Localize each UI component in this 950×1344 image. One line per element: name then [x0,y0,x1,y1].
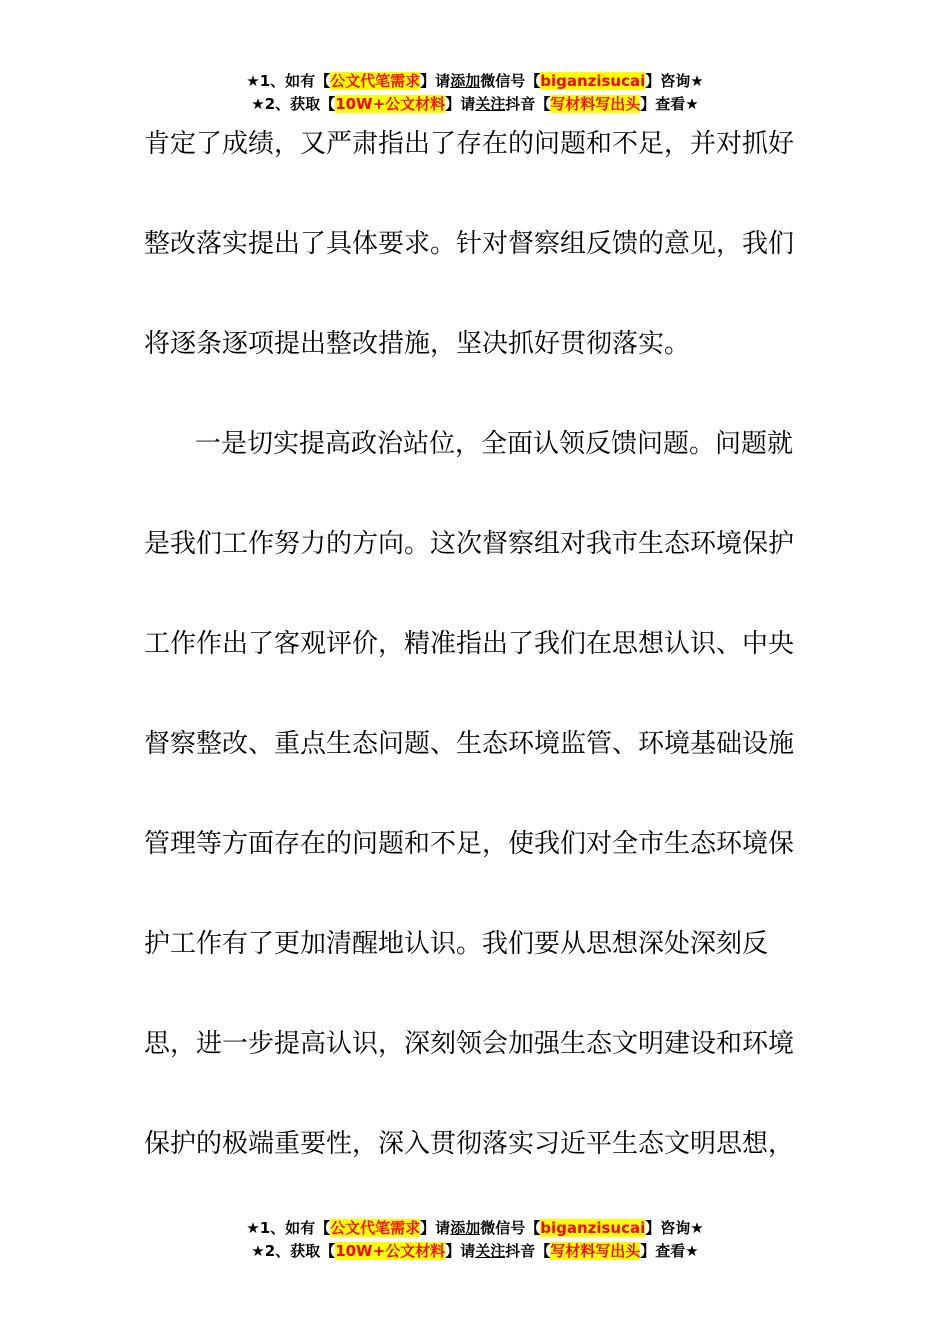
highlight-materials: 10W+公文材料 [335,1242,446,1260]
highlight-douyin-account: 写材料写出头 [550,1242,641,1260]
header-underlined-text: 关注 [475,95,506,113]
highlight-ghostwriting: 公文代笔需求 [330,72,421,90]
body-line: 思，进一步提高认识，深刻领会加强生态文明建设和环境 [144,1029,795,1059]
body-line: 整改落实提出了具体要求。针对督察组反馈的意见，我们 [144,229,795,259]
header-text: ★2、获取【 [251,95,336,113]
header-line-1 [0,70,950,93]
footer-underlined-text: 关注 [475,1242,506,1260]
header-line-2 [0,93,950,116]
header-text: 】请 [420,72,451,90]
footer-line-1 [0,1217,950,1240]
footer-underlined-text: 添加 [450,1219,481,1237]
document-body [144,122,806,1222]
footer-text: 】咨询★ [645,1219,704,1237]
body-line: 护工作有了更加清醒地认识。我们要从思想深处深刻反 [144,929,769,959]
footer-text: 】查看★ [640,1242,699,1260]
header-text: 】查看★ [640,95,699,113]
footer-text: ★1、如有【 [246,1219,331,1237]
header-text: 】咨询★ [645,72,704,90]
header-text: ★1、如有【 [246,72,331,90]
body-line: 督察整改、重点生态问题、生态环境监管、环境基础设施 [144,729,795,759]
footer-line-2 [0,1240,950,1263]
highlight-wechat-id: biganzisucai [540,72,646,90]
header-banner [0,70,950,116]
header-text: 微信号【 [480,72,541,90]
body-line: 是我们工作努力的方向。这次督察组对我市生态环境保护 [144,529,795,559]
footer-banner [0,1217,950,1263]
footer-text: 微信号【 [480,1219,541,1237]
header-text: 抖音【 [505,95,551,113]
header-underlined-text: 添加 [450,72,481,90]
highlight-douyin-account: 写材料写出头 [550,95,641,113]
highlight-ghostwriting: 公文代笔需求 [330,1219,421,1237]
body-line: 将逐条逐项提出整改措施，坚决抓好贯彻落实。 [144,329,691,359]
highlight-wechat-id: biganzisucai [540,1219,646,1237]
body-line: 工作作出了客观评价，精准指出了我们在思想认识、中央 [144,629,795,659]
footer-text: 】请 [445,1242,476,1260]
body-line: 肯定了成绩，又严肃指出了存在的问题和不足，并对抓好 [144,129,795,159]
footer-text: 】请 [420,1219,451,1237]
body-line: 管理等方面存在的问题和不足，使我们对全市生态环境保 [144,829,795,859]
footer-text: 抖音【 [505,1242,551,1260]
highlight-materials: 10W+公文材料 [335,95,446,113]
footer-text: ★2、获取【 [251,1242,336,1260]
body-line: 保护的极端重要性，深入贯彻落实习近平生态文明思想， [144,1129,795,1159]
paragraph-first-line: 一是切实提高政治站位，全面认领反馈问题。问题就 [195,429,794,459]
header-text: 】请 [445,95,476,113]
